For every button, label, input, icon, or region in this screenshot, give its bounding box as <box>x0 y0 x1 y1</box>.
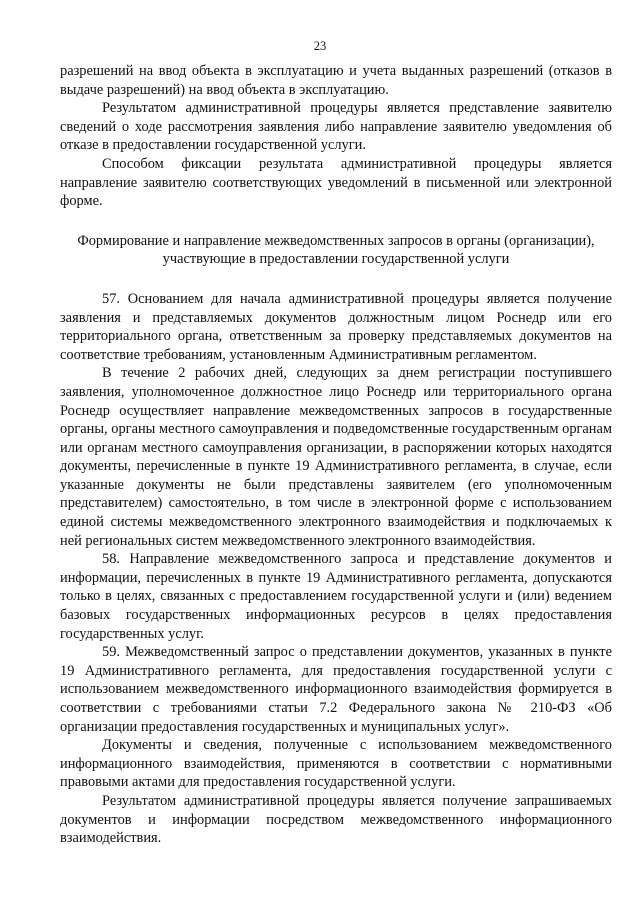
section-heading <box>60 232 612 269</box>
paragraph: 58. Направление межведомственного запроса и представление документов и информации, перечисленных в пункте 19 Административного регламента, допускаются только в целях, связанных с предоставлением государственной услуги и (или) ведением базовых государственных информационных ресурсов в целях предоставления государственных услуг. <box>60 551 612 642</box>
paragraph: 57. Основанием для начала административной процедуры является получение заявления и представляемых документов должностным лицом Роснедр или его территориального органа, ответственным за проверку представляемых документов на соответствие требованиям, установленным Административным регламентом. <box>60 290 612 363</box>
paragraph: Результатом административной процедуры является получение запрашиваемых документов и информации посредством межведомственного информационного взаимодействия. <box>60 792 612 847</box>
paragraph: В течение 2 рабочих дней, следующих за днем регистрации поступившего заявления, уполномоченное должностное лицо Роснедр или территориального органа Роснедр осуществляет направление межведомственных запросов в государственные органы, органы местного самоуправления и подведомственные государственным органам или органам местного самоуправления организации, в распоряжении которых находятся документы, перечисленные в пункте 19 Административного регламента, в случае, если указанные документы не были представлены заявителем (его уполномоченным представителем) самостоятельно, в том числе в электронной форме с использованием единой системы межведомственного электронного взаимодействия и подключаемых к ней региональных систем межведомственного электронного взаимодействия. <box>60 365 612 549</box>
paragraph: Документы и сведения, полученные с использованием межведомственного информационного взаимодействия, применяются в соответствии с нормативными правовыми актами для предоставления государственной услуги. <box>60 737 612 791</box>
section-heading-line: участвующие в предоставлении государственной услуги <box>162 251 510 268</box>
paragraph: Результатом административной процедуры является представление заявителю сведений о ходе рассмотрения заявления либо направление заявителю уведомления об отказе в предоставлении государственной услуги. <box>60 100 612 154</box>
page-number: 23 <box>313 39 327 53</box>
document-body <box>60 62 612 848</box>
paragraph: разрешений на ввод объекта в эксплуатацию и учета выданных разрешений (отказов в выдаче разрешений) на ввод объекта в эксплуатацию. <box>60 63 612 98</box>
paragraph: 59. Межведомственный запрос о представлении документов, указанных в пункте 19 Административного регламента, для предоставления государственной услуги с использованием межведомственного информационного взаимодействия формируется в соответствии с требованиями статьи 7.2 Федерального закона № 210-ФЗ «Об организации предоставления государственных и муниципальных услуг». <box>60 644 612 735</box>
paragraph: Способом фиксации результата административной процедуры является направление заявителю соответствующих уведомлений в письменной или электронной форме. <box>60 155 612 210</box>
section-heading-line: Формирование и направление межведомственных запросов в органы (организации), <box>77 232 595 249</box>
